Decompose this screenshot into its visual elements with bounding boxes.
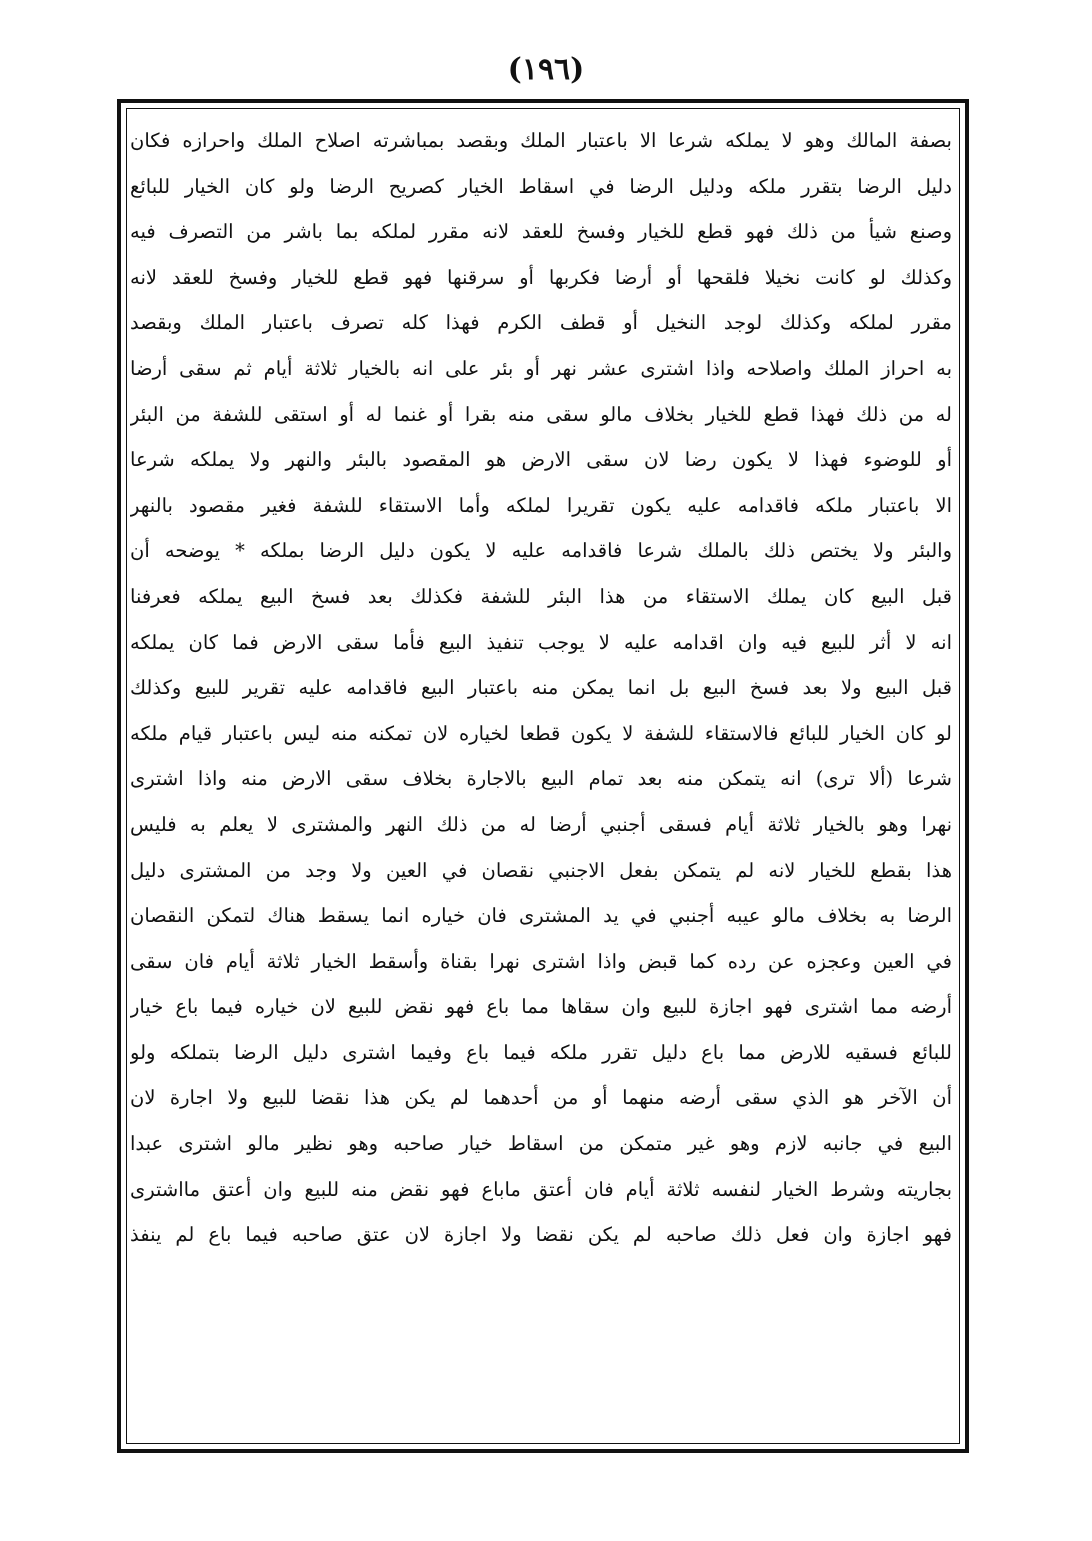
text-line: بصفة المالك وهو لا يملكه شرعا الا باعتبار الملك وبقصد بمباشرته اصلاح الملك واحرازه فكان <box>130 129 952 152</box>
text-line: به احراز الملك واصلاحه واذا اشترى عشر نهر أو بئر على انه بالخيار ثلاثة أيام ثم سقى أرضا <box>130 356 952 380</box>
text-line: الرضا به بخلاف مالو عيبه أجنبي في يد المشترى فان خياره انما يسقط هناك لتمكن النقصان <box>130 904 952 928</box>
text-line: لو كان الخيار للبائع فالاستقاء للشفة لا يكون قطعا لخياره لان تمكنه منه ليس باعتبار قيام ملكه <box>130 721 952 745</box>
text-line: له من ذلك فهذا قطع للخيار بخلاف مالو سقى منه بقرا أو غنما له أو استقى للشفة من البئر <box>130 402 952 426</box>
text-line: وصنع شيأ من ذلك فهو قطع للخيار وفسخ للعقد لانه مقرر لملكه بما باشر من التصرف فيه <box>130 220 952 244</box>
text-line: بجاريته وشرط الخيار لنفسه ثلاثة أيام فان أعتق ماباع فهو نقض منه للبيع وان أعتق مااشترى <box>130 1177 952 1201</box>
text-line: والبئر ولا يختص ذلك بالملك شرعا فاقدامه عليه لا يكون دليل الرضا بملكه * يوضحه أن <box>130 539 952 563</box>
text-line: شرعا (ألا ترى) انه يتمكن منه بعد تمام البيع بالاجارة بخلاف سقى الارض منه واذا اشترى <box>130 767 952 791</box>
text-line: في العين وعجزه عن رده كما قبض واذا اشترى نهرا بقناة وأسقط الخيار ثلاثة أيام فان سقى <box>130 949 952 973</box>
text-line: قبل البيع كان يملك الاستقاء من هذا البئر للشفة فكذلك بعد فسخ البيع يملكه فعرفنا <box>130 584 952 608</box>
text-line: وكذلك لو كانت نخيلا فلقحها أو أرضا فكربها أو سرقنها فهو قطع للخيار وفسخ للعقد لانه <box>130 265 952 289</box>
text-line: مقرر لملكه وكذلك لوجد النخيل أو قطف الكرم فهذا كله تصرف باعتبار الملك وبقصد <box>130 311 952 335</box>
text-line: دليل الرضا بتقرر ملكه ودليل الرضا في اسقاط الخيار كصريح الرضا ولو كان الخيار للبائع <box>130 174 952 198</box>
text-line: نهرا وهو بالخيار ثلاثة أيام فسقى أجنبي أرضا له من ذلك النهر والمشترى لا يعلم به فليس <box>130 812 952 836</box>
text-line: أن الآخر هو الذي سقى أرضه منهما أو من أحدهما لم يكن هذا نقضا للبيع ولا اجارة لان <box>130 1086 952 1110</box>
text-line: انه لا أثر للبيع فيه وان اقدامه عليه لا يوجب تنفيذ البيع فأما سقى الارض فما كان يملكه <box>130 630 952 654</box>
text-line: أرضه مما اشترى فهو اجازة للبيع وان سقاها مما باع فهو نقض للبيع لان خياره فيما باع خيار <box>130 995 952 1019</box>
text-line: الا باعتبار ملكه فاقدامه عليه يكون تقريرا لملكه وأما الاستقاء للشفة فغير مقصود بالنهر <box>130 493 952 517</box>
text-line: قبل البيع ولا بعد فسخ البيع بل انما يمكن منه باعتبار البيع فاقدامه عليه تقرير للبيع وكذلك <box>130 676 952 700</box>
body-text <box>130 118 952 1258</box>
page-number: (١٩٦) <box>507 52 585 87</box>
text-line: فهو اجازة وان فعل ذلك صاحبه لم يكن نقضا ولا اجازة لان عتق صاحبه فيما باع لم ينفذ <box>130 1223 952 1247</box>
text-line: أو للوضوء فهذا لا يكون رضا لان سقى الارض هو المقصود بالبئر والنهر ولا يملكه شرعا <box>130 448 952 472</box>
text-line: للبائع فسقيه للارض مما باع دليل تقرر ملكه فيما باع وفيما اشترى دليل الرضا بتملكه ولو <box>130 1040 952 1064</box>
text-line: هذا بقطع للخيار لانه لم يتمكن بفعل الاجنبي نقصان في العين ولا وجد من المشترى دليل <box>130 858 952 882</box>
text-line: البيع في جانبه لازم وهو غير متمكن من اسقاط خيار صاحبه وهو نظير مالو اشترى عبدا <box>130 1132 952 1156</box>
